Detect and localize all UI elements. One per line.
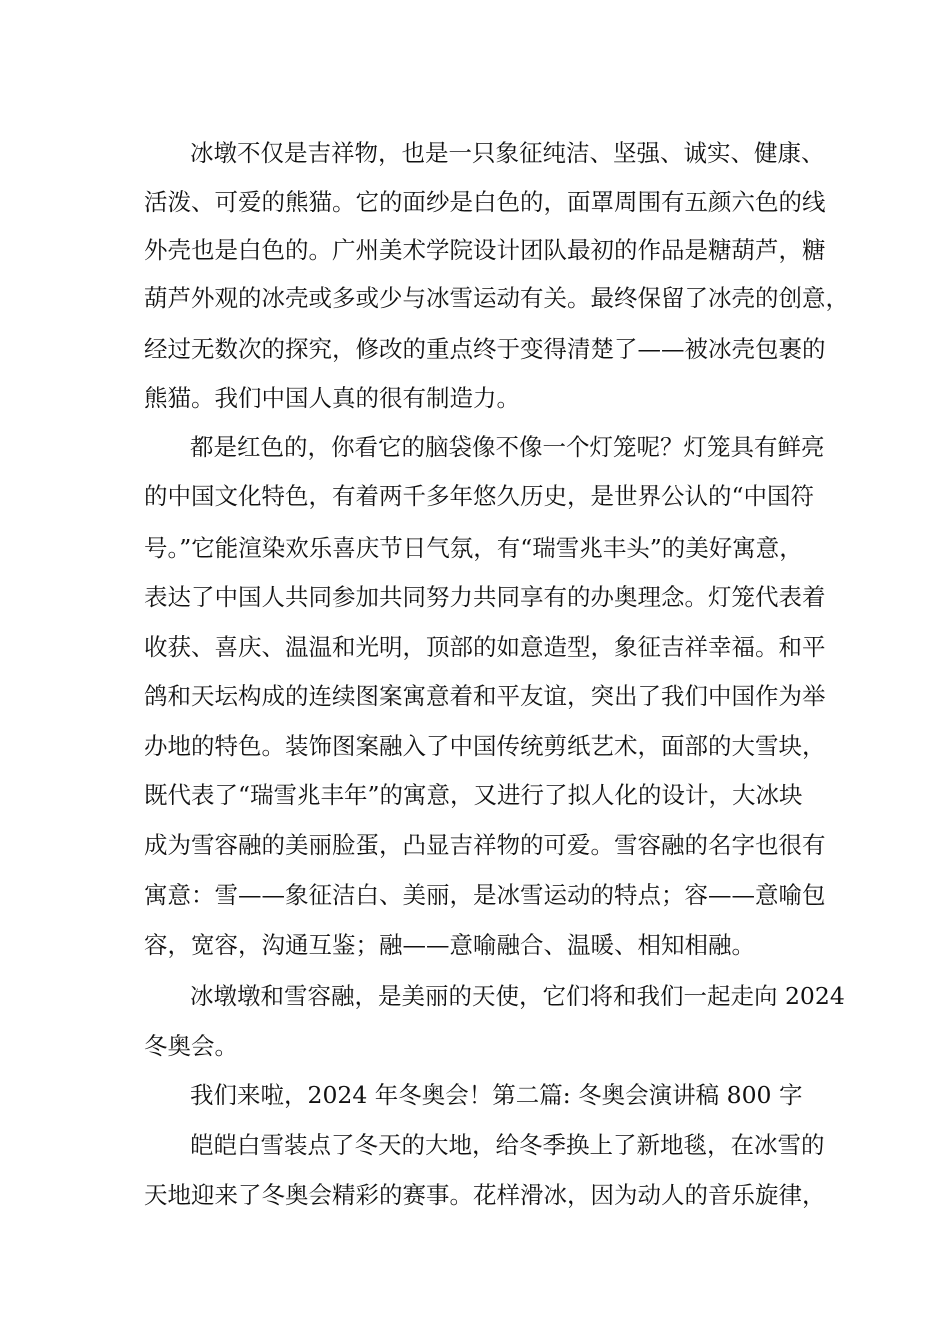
text-line-21: 皑皑白雪装点了冬天的大地，给冬季换上了新地毯，在冰雪的	[190, 1131, 825, 1159]
text-line-16: 寓意：雪——象征洁白、美丽，是冰雪运动的特点；容——意喻包	[144, 881, 826, 909]
text-line-7: 都是红色的，你看它的脑袋像不像一个灯笼呢？灯笼具有鲜亮	[190, 433, 825, 461]
text-line-20: 我们来啦，2024 年冬奥会！第二篇: 冬奥会演讲稿 800 字	[190, 1081, 803, 1109]
text-line-3: 外壳也是白色的。广州美术学院设计团队最初的作品是糖葫芦，糖	[144, 236, 826, 264]
text-line-15: 成为雪容融的美丽脸蛋，凸显吉祥物的可爱。雪容融的名字也很有	[144, 831, 826, 859]
text-line-2: 活泼、可爱的熊猫。它的面纱是白色的，面罩周围有五颜六色的线	[144, 188, 826, 216]
text-line-6: 熊猫。我们中国人真的很有制造力。	[144, 384, 520, 412]
text-line-14: 既代表了“瑞雪兆丰年”的寓意，又进行了拟人化的设计，大冰块	[144, 781, 803, 809]
text-line-4: 葫芦外观的冰壳或多或少与冰雪运动有关。最终保留了冰壳的创意，	[144, 284, 849, 312]
text-line-8: 的中国文化特色，有着两千多年悠久历史，是世界公认的“中国符	[144, 482, 815, 510]
text-line-11: 收获、喜庆、温温和光明，顶部的如意造型，象征吉祥幸福。和平	[144, 633, 826, 661]
text-line-19: 冬奥会。	[144, 1032, 238, 1060]
text-line-9: 号。”它能渲染欢乐喜庆节日气氛，有“瑞雪兆丰头”的美好寓意，	[144, 534, 803, 562]
text-line-1: 冰墩不仅是吉祥物，也是一只象征纯洁、坚强、诚实、健康、	[190, 139, 825, 167]
text-line-22: 天地迎来了冬奥会精彩的赛事。花样滑冰，因为动人的音乐旋律，	[144, 1181, 826, 1209]
text-line-18: 冰墩墩和雪容融，是美丽的天使，它们将和我们一起走向 2024	[190, 982, 845, 1010]
text-line-10: 表达了中国人共同参加共同努力共同享有的办奥理念。灯笼代表着	[144, 583, 826, 611]
text-line-12: 鸽和天坛构成的连续图案寓意着和平友谊，突出了我们中国作为举	[144, 682, 826, 710]
text-line-5: 经过无数次的探究，修改的重点终于变得清楚了——被冰壳包裹的	[144, 335, 826, 363]
text-line-13: 办地的特色。装饰图案融入了中国传统剪纸艺术，面部的大雪块，	[144, 732, 826, 760]
text-line-17: 容，宽容，沟通互鉴；融——意喻融合、温暖、相知相融。	[144, 931, 755, 959]
